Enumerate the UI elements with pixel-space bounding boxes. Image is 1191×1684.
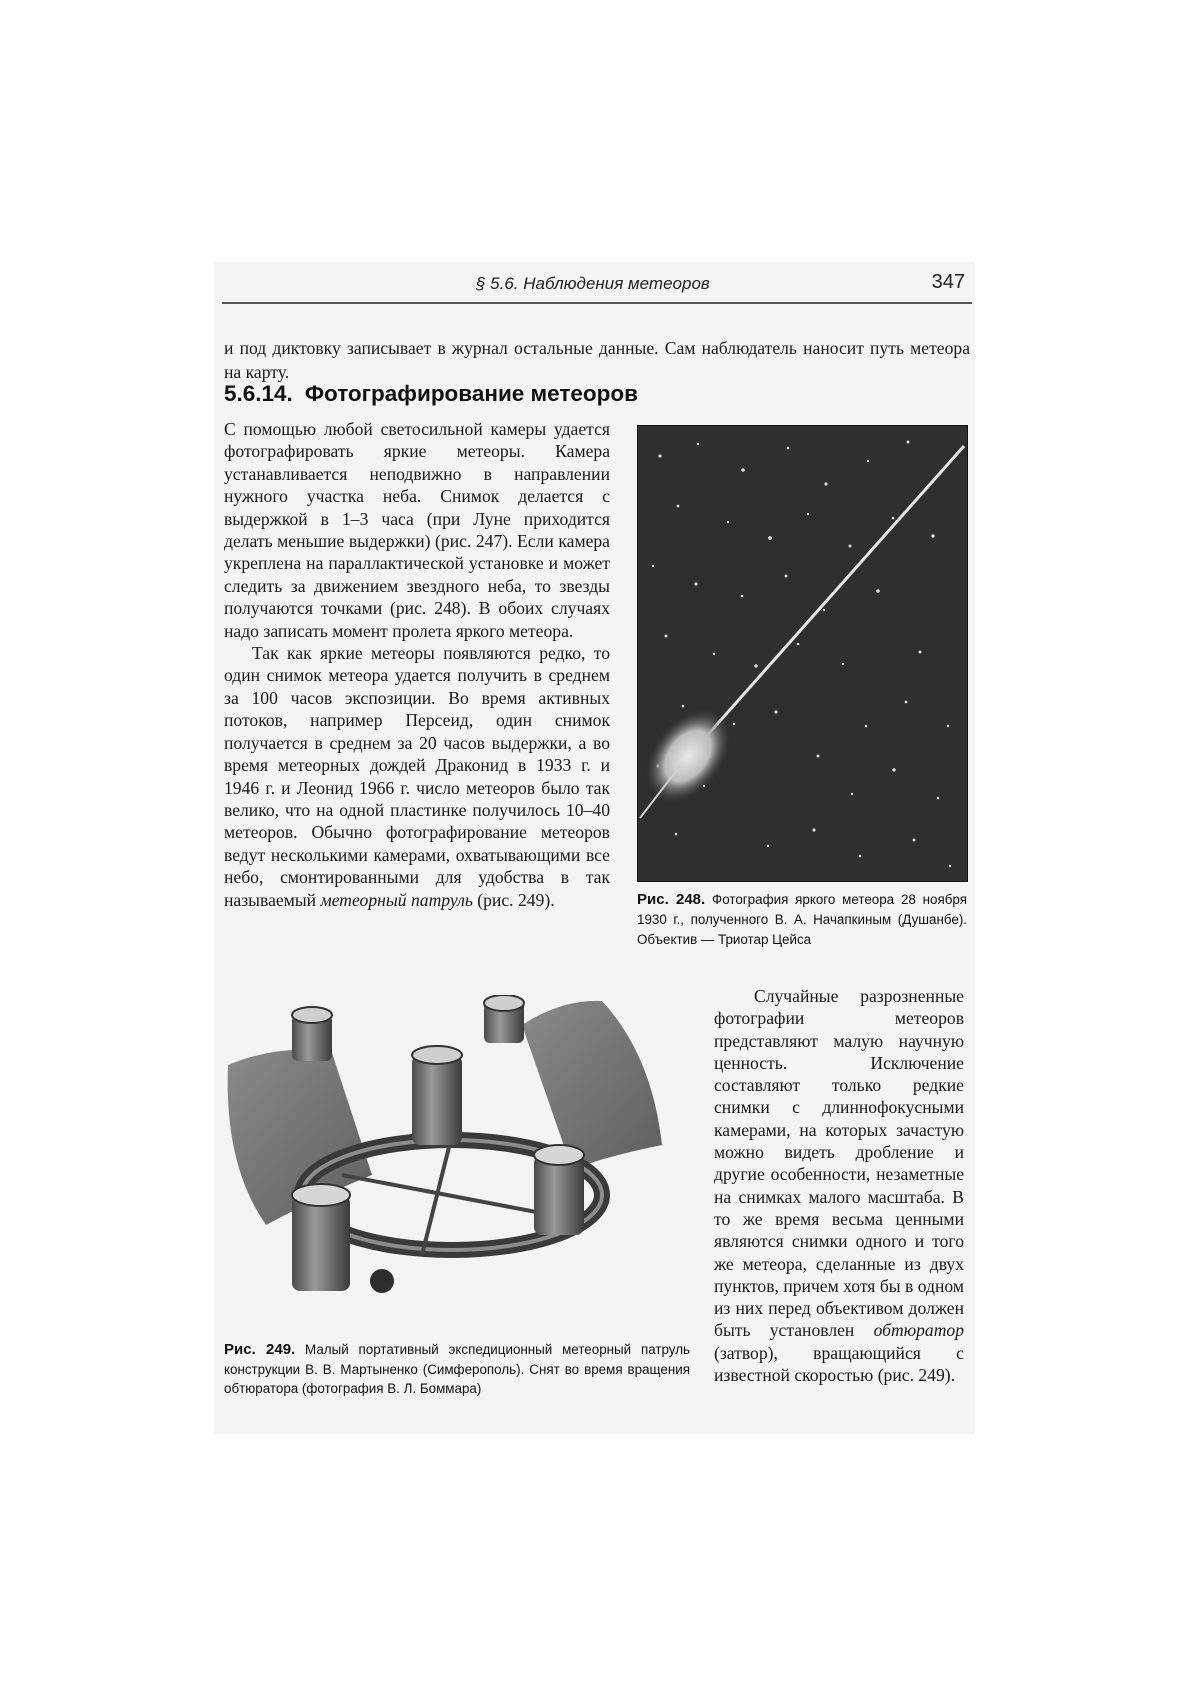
- camera-bottom-right: [534, 1155, 584, 1235]
- camera-bottom-left: [292, 1195, 350, 1291]
- section-heading: [224, 381, 638, 407]
- header-rule: [222, 302, 972, 304]
- figure-248-meteor-photo: [637, 425, 968, 882]
- figure-248-caption-text: Фотография яркого метеора 28 ноября 1930 г., полученного В. А. Начапкиным (Душанбе). Объектив — Триотар Цейса: [637, 892, 967, 947]
- figure-248-caption: [637, 890, 967, 950]
- paragraph-1: С помощью любой светосильной камеры удается фотографировать яркие метеоры. Камера устанавливается неподвижно в направлении нужного участка неба. Снимок делается с выдержкой в 1–3 часа (при Луне приходится делать меньшие выдержки) (рис. 247). Если камера укреплена на параллактической установке и может следить за движением звездного неба, то звезды получаются точками (рис. 248). В обоих случаях надо записать момент пролета яркого метеора.: [224, 419, 610, 641]
- figure-249-caption-text: Малый портативный экспедиционный метеорный патруль конструкции В. В. Мартыненко (Симферополь). Снят во время вращения обтюратора (фотография В. Л. Боммара): [224, 1342, 690, 1396]
- left-column: [224, 418, 610, 911]
- running-head: [224, 270, 969, 300]
- paragraph-3-end: (затвор), вращающийся с известной скоростью (рис. 249).: [714, 1342, 964, 1386]
- paragraph-3: [714, 985, 964, 1386]
- term-shutter: обтюратор: [873, 1320, 964, 1341]
- figure-249-meteor-patrol-photo: [222, 995, 690, 1331]
- adjustment-knob: [370, 1269, 394, 1293]
- figure-249-caption: [224, 1340, 690, 1399]
- section-title: Фотографирование метеоров: [304, 381, 638, 406]
- paragraph-2-text: Так как яркие метеоры появляются редко, то один снимок метеора удается получить в среднем за 100 часов экспозиции. Во время активных потоков, например Персеид, один снимок получается в среднем за 20 часов выдержки, а во время метеорных дождей Драконид в 1933 г. и 1946 г. и Леонид 1966 г. число метеоров было так велико, что на одной пластинке получилось 10–40 метеоров. Обычно фотографирование метеоров ведут несколькими камерами, охватывающими все небо, смонтированными для удобства в так называемый: [224, 643, 610, 910]
- paragraph-2: [224, 642, 610, 911]
- section-number: 5.6.14.: [224, 381, 293, 406]
- intro-paragraph: и под диктовку записывает в журнал остальные данные. Сам наблюдатель наносит путь метеора на карту.: [224, 337, 970, 382]
- camera-center: [412, 1055, 462, 1145]
- running-head-section: § 5.6. Наблюдения метеоров: [476, 274, 710, 293]
- paragraph-2-end: (рис. 249).: [472, 889, 555, 910]
- figure-249-label: Рис. 249.: [224, 1341, 296, 1358]
- paragraph-3-text: Случайные разрозненные фотографии метеоров представляют малую научную ценность. Исключение составляют только редкие снимки с длиннофокусными камерами, на которых зачастую можно видеть дробление и другие особенности, незаметные на снимках малого масштаба. В то же время весьма ценными являются снимки одного и того же метеора, сделанные из двух пунктов, причем хотя бы в одном из них перед объективом должен быть установлен: [714, 986, 964, 1341]
- term-meteor-patrol: метеорный патруль: [320, 889, 473, 910]
- page-number: 347: [931, 271, 965, 293]
- right-column: [714, 985, 964, 1386]
- figure-248-label: Рис. 248.: [637, 891, 706, 908]
